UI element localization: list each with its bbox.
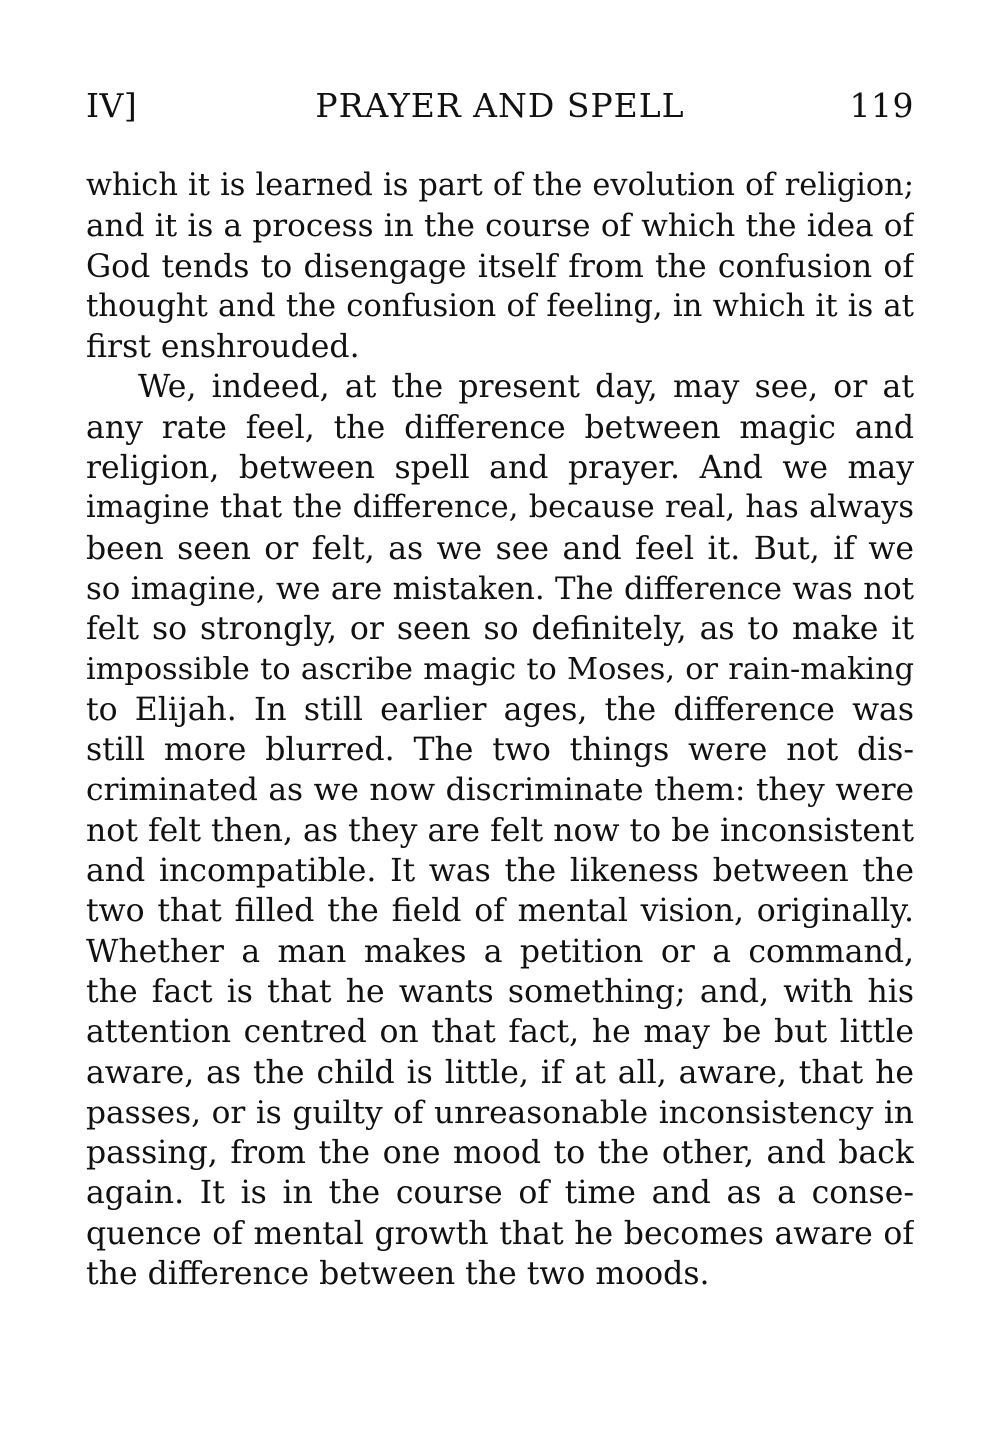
running-title: PRAYER AND SPELL [315,86,685,125]
text-line: again. It is in the course of time and as a conse- [86,1175,914,1212]
text-line: passes, or is guilty of unreasonable inconsistency in [86,1094,914,1131]
paragraph-continuation [86,166,914,367]
text-line: aware, as the child is little, if at all, aware, that he [86,1054,914,1091]
text-line: any rate feel, the difference between magic and [86,409,914,446]
text-line: criminated as we now discriminate them: they were [86,772,914,809]
text-line: and incompatible. It was the likeness between the [86,853,914,890]
text-line: thought and the confusion of feeling, in which it is at [86,288,914,324]
chapter-number: IV] [86,86,138,125]
text-line: to Elijah. In still earlier ages, the difference was [86,691,914,728]
text-line: impossible to ascribe magic to Moses, or rain-making [86,651,914,687]
text-line: We, indeed, at the present day, may see, or at [138,369,914,406]
text-line: which it is learned is part of the evolution of religion; [86,168,914,203]
text-line: two that filled the field of mental vision, originally. [86,893,914,930]
text-line: not felt then, as they are felt now to be inconsistent [86,812,914,849]
text-line: quence of mental growth that he becomes aware of [86,1215,914,1252]
page-number: 119 [849,86,914,125]
text-line: and it is a process in the course of which the idea of [86,208,914,245]
running-head [86,82,914,130]
body-text [86,166,914,1294]
text-line: first enshrouded. [86,329,360,366]
book-page [86,82,914,1294]
text-line: passing, from the one mood to the other, and back [86,1135,914,1172]
text-line: Whether a man makes a petition or a command, [86,933,914,970]
text-line: been seen or felt, as we see and feel it. But, if we [86,530,914,567]
text-line: attention centred on that fact, he may be but little [86,1014,914,1051]
text-line: still more blurred. The two things were not dis- [86,732,914,769]
text-line: God tends to disengage itself from the confusion of [86,248,914,285]
paragraph-magic-and-religion [86,367,914,1294]
text-line: felt so strongly, or seen so definitely, as to make it [86,611,914,648]
text-line: imagine that the difference, because real, has always [86,490,914,526]
text-line: the fact is that he wants something; and, with his [86,973,914,1010]
text-line: the difference between the two moods. [86,1256,710,1293]
text-line: religion, between spell and prayer. And we may [86,450,914,487]
text-line: so imagine, we are mistaken. The difference was not [86,570,914,607]
